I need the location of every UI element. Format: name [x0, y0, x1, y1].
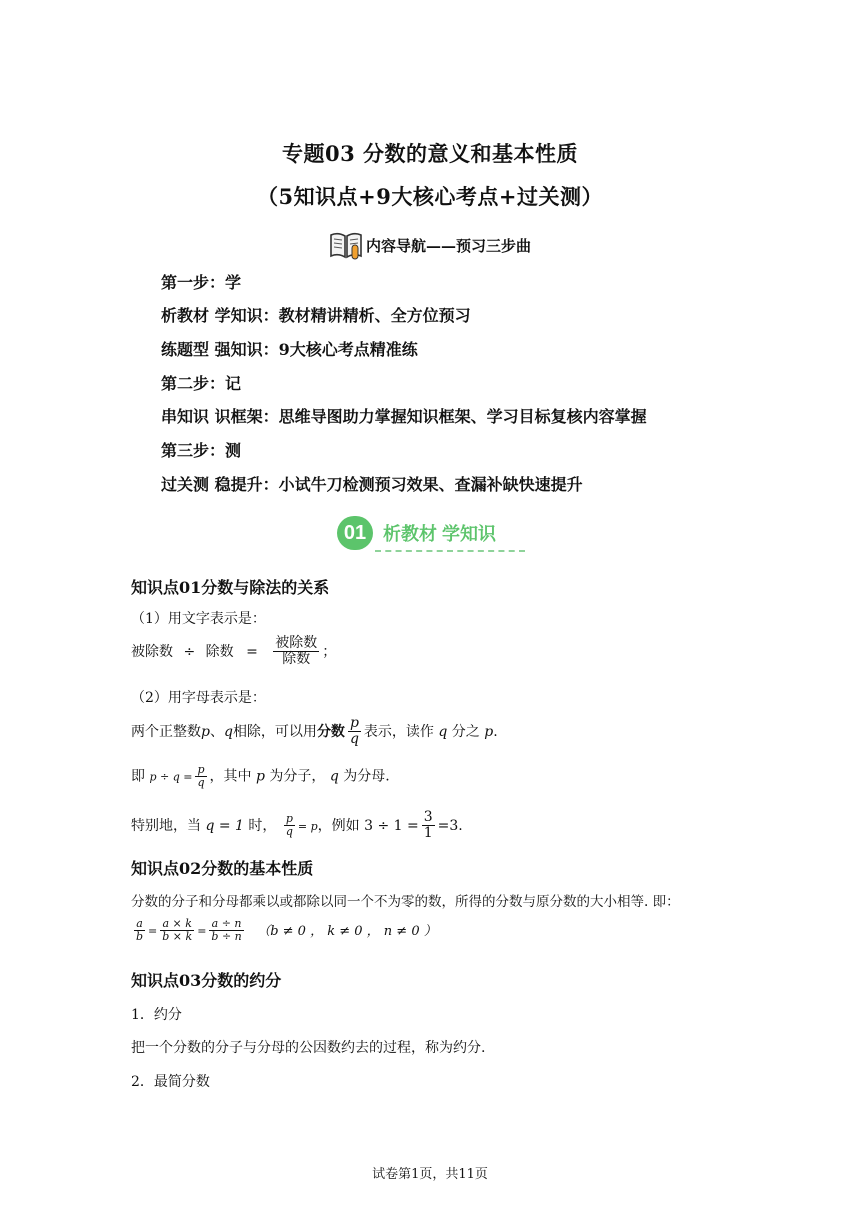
var-p-read: p	[484, 723, 494, 740]
words-end: ；	[322, 643, 337, 660]
example-end: =3.	[437, 817, 463, 834]
example-fraction-denominator: 1	[423, 825, 433, 842]
ji-var-p: p	[255, 768, 265, 785]
kp2-fraction-3-numerator: a ÷ n	[209, 918, 243, 931]
words-divide-sign: ÷	[183, 643, 196, 660]
ji-text-c: 为分母.	[343, 768, 390, 785]
words-fraction-denominator: 除数	[282, 651, 311, 668]
kp3-text: 把一个分数的分子与分母的公因数约去的过程，称为约分.	[131, 1040, 486, 1056]
words-dividend: 被除数	[131, 643, 173, 660]
letters-text-b: 相除，可以用	[232, 723, 317, 740]
kp2-fraction-3	[209, 918, 243, 943]
letters-sep: 、	[209, 723, 224, 740]
ji-var-q: q	[329, 768, 339, 785]
book-icon	[328, 227, 364, 263]
kp1-heading: 知识点01分数与除法的关系	[131, 578, 330, 597]
page-title: 专题03 分数的意义和基本性质	[281, 141, 579, 166]
step-line-5: 串知识 识框架：思维导图助力掌握知识框架、学习目标复核内容掌握	[161, 407, 647, 426]
kp2-condition: （b ≠ 0 ， k ≠ 0 ， n ≠ 0 ）	[257, 923, 437, 939]
kp3-heading: 知识点03分数的约分	[131, 971, 282, 990]
letters-text-a: 两个正整数	[131, 723, 201, 740]
kp2-fraction-2-denominator: b × k	[162, 930, 193, 944]
example-fraction-numerator: 3	[423, 809, 433, 825]
special-condition: q = 1	[205, 817, 244, 834]
words-fraction-numerator: 被除数	[275, 635, 318, 651]
step-line-4: 第二步：记	[161, 374, 242, 393]
step-line-6: 第三步：测	[161, 441, 242, 460]
letters-bold-word: 分数	[316, 723, 345, 740]
ji-label: 即	[131, 768, 145, 785]
kp3-item-2: 2．最简分数	[131, 1074, 210, 1090]
words-equals: =	[246, 643, 258, 660]
kp1-special-line	[131, 810, 463, 842]
step-line-7: 过关测 稳提升：小试牛刀检测预习效果、查漏补缺快速提升	[161, 475, 583, 494]
ji-text-a: ，其中	[209, 768, 252, 785]
words-divisor: 除数	[205, 643, 234, 660]
kp2-equals-2: =	[197, 924, 207, 938]
special-when: 时，	[248, 817, 277, 834]
special-fraction-numerator: p	[285, 812, 293, 826]
example-fraction	[422, 810, 435, 842]
var-q: q	[223, 723, 233, 740]
letters-fraction	[348, 716, 361, 748]
special-fraction-denominator: q	[285, 825, 293, 839]
special-example: ，例如 3 ÷ 1 =	[317, 817, 419, 834]
words-fraction	[273, 636, 319, 668]
kp2-fraction-1-denominator: b	[136, 930, 144, 944]
letters-text-c: 表示，读作	[363, 723, 434, 740]
step-line-3: 练题型 强知识：9大核心考点精准练	[161, 340, 418, 359]
kp2-fraction-1-numerator: a	[134, 918, 145, 931]
special-fraction	[284, 813, 295, 838]
kp1-item-1: （1）用文字表示是：	[131, 611, 266, 627]
kp2-fraction-3-denominator: b ÷ n	[211, 930, 242, 944]
letters-period: .	[493, 723, 498, 740]
letters-text-d: 分之	[451, 723, 480, 740]
kp2-heading: 知识点02分数的基本性质	[131, 859, 314, 878]
kp2-text: 分数的分子和分母都乘以或都除以同一个不为零的数，所得的分数与原分数的大小相等. 即：	[131, 894, 680, 910]
kp2-fraction-1	[134, 918, 145, 943]
kp1-letters-line	[131, 716, 498, 748]
banner-number-badge: 01	[337, 516, 373, 550]
ji-fraction-numerator: p	[197, 763, 205, 776]
kp2-fraction-2-numerator: a × k	[160, 918, 194, 931]
page-subtitle: （5知识点+9大核心考点+过关测）	[257, 184, 603, 209]
ji-expression: p ÷ q =	[149, 770, 193, 784]
banner-label: 析教材 学知识	[383, 524, 497, 544]
letters-fraction-denominator: q	[349, 731, 359, 748]
content-nav	[328, 227, 531, 263]
kp2-equals-1: =	[148, 924, 158, 938]
ji-fraction-denominator: q	[197, 776, 205, 790]
kp2-fraction-2	[160, 918, 194, 943]
section-banner	[337, 514, 527, 554]
letters-fraction-numerator: p	[349, 715, 359, 731]
banner-dashed-underline	[375, 550, 525, 552]
ji-fraction	[195, 764, 206, 789]
page-footer: 试卷第1页，共11页	[372, 1167, 488, 1182]
kp3-item-1: 1．约分	[131, 1007, 182, 1023]
special-equals-p: = p	[297, 819, 318, 833]
kp1-words-formula	[131, 636, 336, 668]
var-p: p	[201, 723, 210, 740]
ji-text-b: 为分子，	[269, 768, 326, 785]
kp1-ji-line	[131, 764, 390, 789]
special-text: 特别地，当	[131, 817, 201, 834]
step-line-1: 第一步：学	[161, 273, 242, 292]
var-q-read: q	[438, 723, 448, 740]
kp1-item-2: （2）用字母表示是：	[131, 690, 266, 706]
kp2-formula	[131, 918, 437, 943]
step-line-2: 析教材 学知识：教材精讲精析、全方位预习	[161, 306, 471, 325]
nav-label: 内容导航——预习三步曲	[366, 236, 532, 255]
